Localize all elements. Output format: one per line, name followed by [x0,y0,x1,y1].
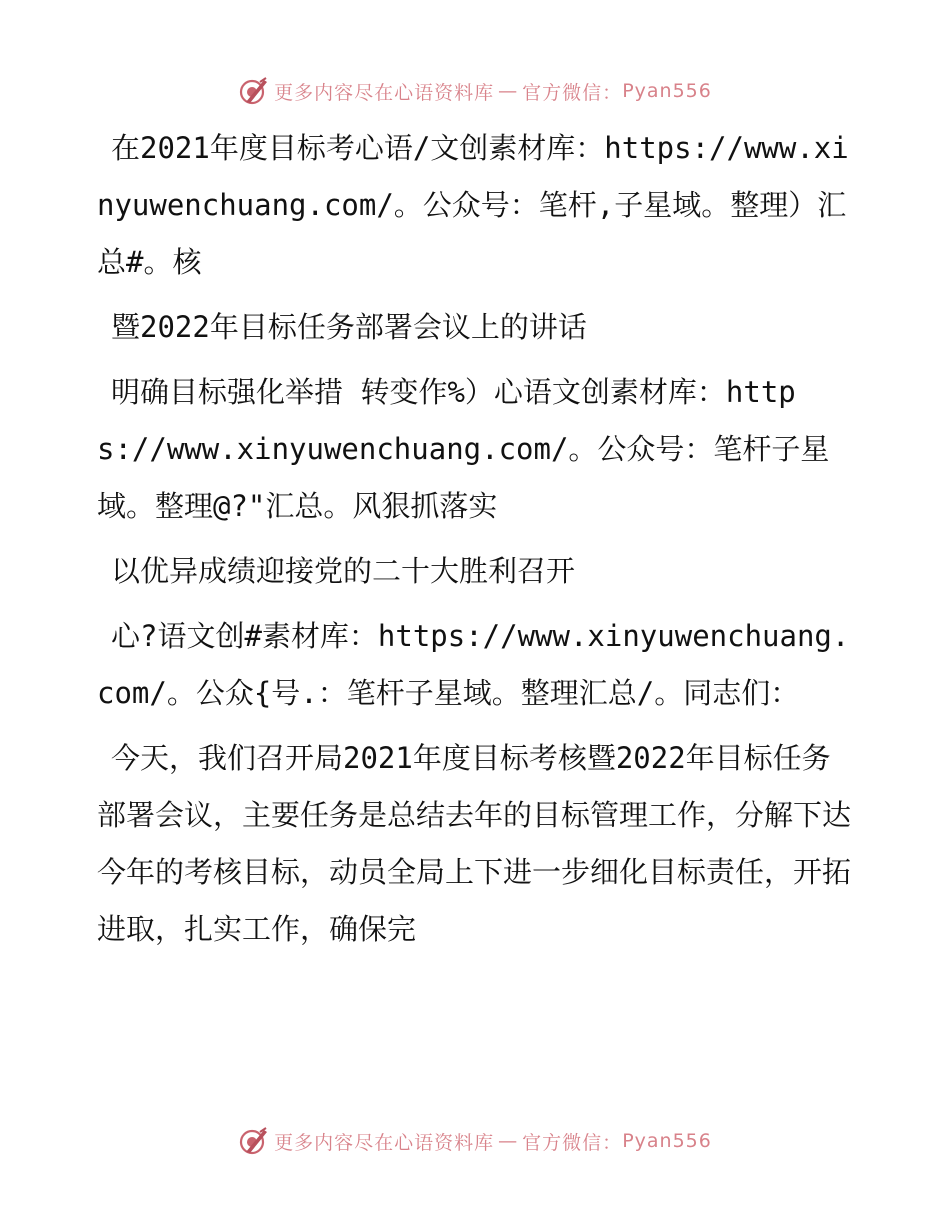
wechat-label: 官方微信： [522,81,623,104]
quill-seal-icon [238,76,268,106]
wechat-id: Pyan556 [622,1130,712,1152]
wechat-label: 官方微信： [522,1131,623,1154]
paragraph [97,730,857,958]
banner-dash: — [498,1130,519,1152]
banner-text: 更多内容尽在心语资料库 [274,81,495,104]
paragraph-text: 暨2022年目标任务部署会议上的讲话 [111,310,587,344]
footer-banner [0,1124,950,1158]
paragraph [97,608,857,722]
banner-text: 更多内容尽在心语资料库 [274,1131,495,1154]
paragraph-text: 心?语文创#素材库：https://www.xinyuwenchuang.com/。公众{号.：笔杆子星域。整理汇总/。同志们： [97,619,850,710]
paragraph [97,299,857,356]
quill-seal-icon [238,1126,268,1156]
paragraph-text: 明确目标强化举措 转变作%）心语文创素材库：https://www.xinyuwenchuang.com/。公众号：笔杆子星域。整理@?"汇总。风狠抓落实 [97,375,830,523]
paragraph-text: 今天，我们召开局2021年度目标考核暨2022年目标任务部署会议，主要任务是总结去年的目标管理工作，分解下达今年的考核目标，动员全局上下进一步细化目标责任，开拓进取，扎实工作，确保完 [97,741,852,946]
paragraph [97,120,857,291]
paragraph [97,543,857,600]
header-banner [0,74,950,108]
document-body [97,120,857,966]
paragraph [97,364,857,535]
paragraph-text: 在2021年度目标考心语/文创素材库：https://www.xinyuwenchuang.com/。公众号：笔杆,子星域。整理）汇总#。核 [97,131,849,279]
banner-dash: — [498,80,519,102]
paragraph-text: 以优异成绩迎接党的二十大胜利召开 [111,554,576,588]
wechat-id: Pyan556 [622,80,712,102]
